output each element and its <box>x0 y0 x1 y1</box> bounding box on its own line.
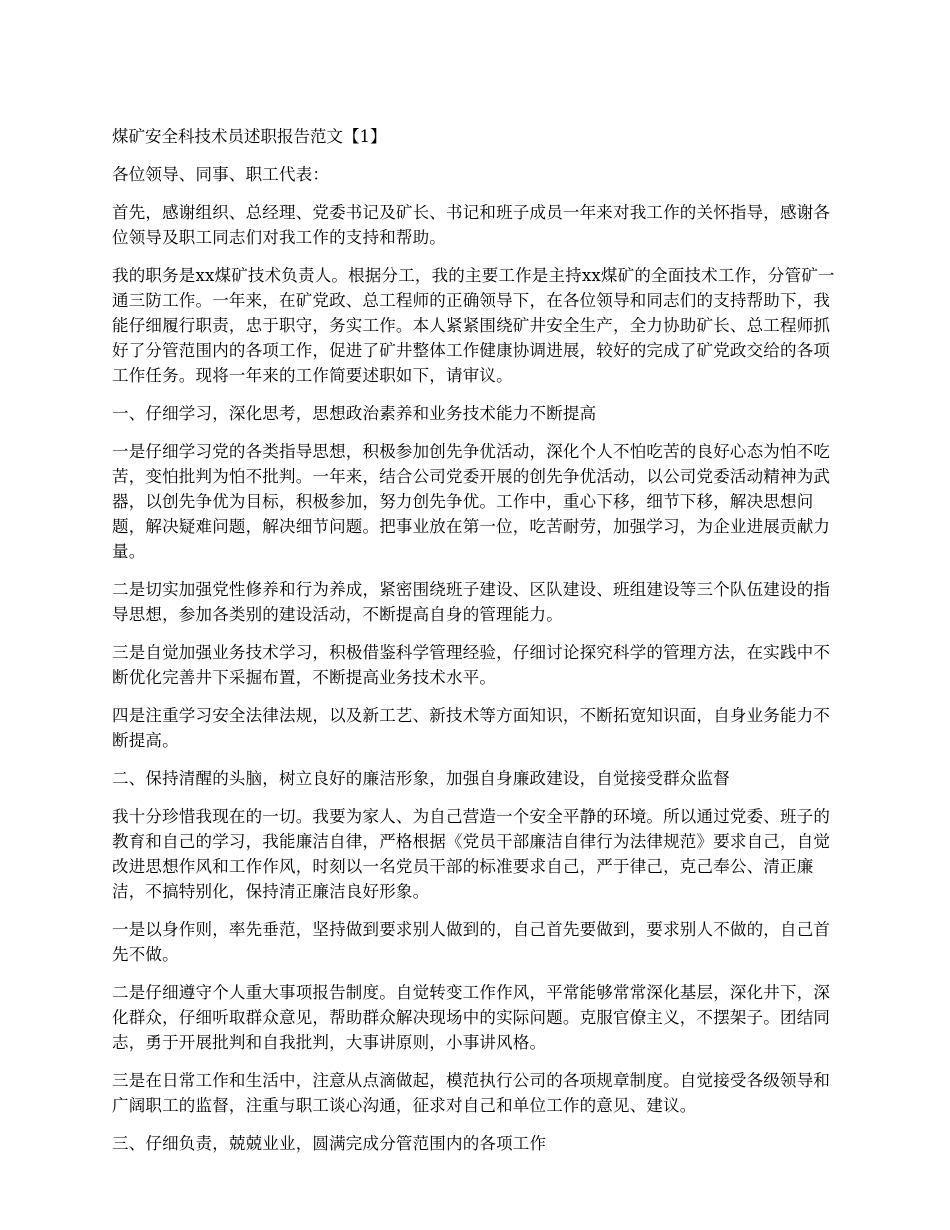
paragraph-duties: 我的职务是xx煤矿技术负责人。根据分工，我的主要工作是主持xx煤矿的全面技术工作，分管矿一通三防工作。一年来，在矿党政、总工程师的正确领导下，在各位领导和同志们的支持帮助下，我能仔细履行职责，忠于职守，务实工作。本人紧紧围绕矿井安全生产，全力协助矿长、总工程师抓好了分管范围内的各项工作，促进了矿井整体工作健康协调进展，较好的完成了矿党政交给的各项工作任务。现将一年来的工作简要述职如下，请审议。 <box>112 266 835 385</box>
paragraph-item-1-1: 一是仔细学习党的各类指导思想，积极参加创先争优活动，深化个人不怕吃苦的良好心态为怕不吃苦，变怕批判为怕不批判。一年来，结合公司党委开展的创先争优活动，以公司党委活动精神为武器，以创先争优为目标，积极参加，努力创先争优。工作中，重心下移，细节下移，解决思想问题，解决疑难问题，解决细节问题。把事业放在第一位，吃苦耐劳，加强学习，为企业进展贡献力量。 <box>112 442 831 561</box>
paragraph-item-1-2: 二是切实加强党性修养和行为养成，紧密围绕班子建设、区队建设、班组建设等三个队伍建设的指导思想，参加各类别的建设活动，不断提高自身的管理能力。 <box>112 580 831 624</box>
paragraph-item-1-4: 四是注重学习安全法律法规，以及新工艺、新技术等方面知识，不断拓宽知识面，自身业务能力不断提高。 <box>112 706 831 750</box>
paragraph-integrity: 我十分珍惜我现在的一切。我要为家人、为自己营造一个安全平静的环境。所以通过党委、班子的教育和自己的学习，我能廉洁自律，严格根据《党员干部廉洁自律行为法律规范》要求自己，自觉改进思想作风和工作作风，时刻以一名党员干部的标准要求自己，严于律己，克己奉公、清正廉洁，不搞特别化，保持清正廉洁良好形象。 <box>112 807 831 901</box>
paragraph-item-2-1: 一是以身作则，率先垂范，坚持做到要求别人做到的，自己首先要做到，要求别人不做的，自己首先不做。 <box>112 920 831 964</box>
section-heading-2: 二、保持清醒的头脑，树立良好的廉洁形象，加强自身廉政建设，自觉接受群众监督 <box>112 769 730 788</box>
paragraph-item-1-3: 三是自觉加强业务技术学习，积极借鉴科学管理经验，仔细讨论探究科学的管理方法，在实践中不断优化完善井下采掘布置，不断提高业务技术水平。 <box>112 643 831 687</box>
document-title: 煤矿安全科技术员述职报告范文【1】 <box>112 127 387 146</box>
paragraph-thanks: 首先，感谢组织、总经理、党委书记及矿长、书记和班子成员一年来对我工作的关怀指导，感谢各位领导及职工同志们对我工作的支持和帮助。 <box>112 203 831 247</box>
paragraph-item-2-3: 三是在日常工作和生活中，注意从点滴做起，模范执行公司的各项规章制度。自觉接受各级领导和广阔职工的监督，注重与职工谈心沟通，征求对自己和单位工作的意见、建议。 <box>112 1071 831 1115</box>
section-heading-1: 一、仔细学习，深化思考，思想政治素养和业务技术能力不断提高 <box>112 404 597 423</box>
section-heading-3: 三、仔细负责，兢兢业业，圆满完成分管范围内的各项工作 <box>112 1134 547 1153</box>
paragraph-item-2-2: 二是仔细遵守个人重大事项报告制度。自觉转变工作作风，平常能够常常深化基层，深化井下，深化群众，仔细听取群众意见，帮助群众解决现场中的实际问题。克服官僚主义，不摆架子。团结同志，勇于开展批判和自我批判，大事讲原则，小事讲风格。 <box>112 983 831 1052</box>
paragraph-greeting: 各位领导、同事、职工代表： <box>112 165 330 184</box>
